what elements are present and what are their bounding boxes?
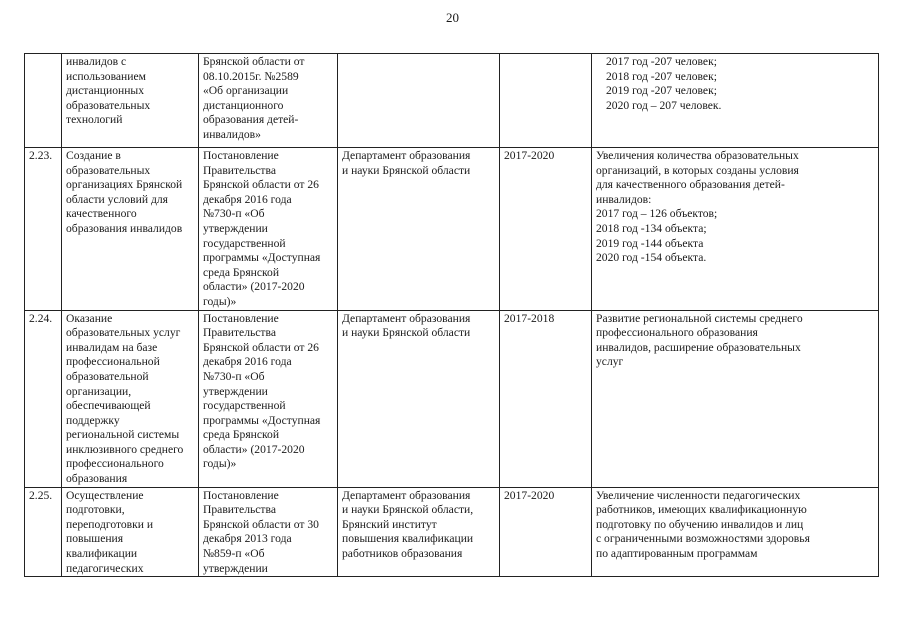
executor-cell: Департамент образования и науки Брянской области — [338, 310, 500, 487]
measures-table — [24, 53, 879, 577]
period-cell: 2017-2020 — [500, 487, 592, 577]
measure-cell: Создание в образовательных организациях Брянской области условий для качественного образования инвалидов — [62, 148, 199, 311]
period-cell: 2017-2018 — [500, 310, 592, 487]
measure-cell: Оказание образовательных услуг инвалидам на базе профессиональной образовательной организации, обеспечивающей поддержку региональной системы инклюзивного среднего профессионального образования — [62, 310, 199, 487]
executor-cell — [338, 54, 500, 148]
basis-cell: Постановление Правительства Брянской области от 30 декабря 2013 года №859-п «Об утверждении — [199, 487, 338, 577]
basis-cell: Постановление Правительства Брянской области от 26 декабря 2016 года №730-п «Об утверждении государственной программы «Доступная среда Брянской области» (2017-2020 годы)» — [199, 148, 338, 311]
table-row — [25, 148, 879, 311]
row-number: 2.24. — [25, 310, 62, 487]
table-row — [25, 487, 879, 577]
basis-cell: Постановление Правительства Брянской области от 26 декабря 2016 года №730-п «Об утверждении государственной программы «Доступная среда Брянской области» (2017-2020 годы)» — [199, 310, 338, 487]
page-number: 20 — [446, 10, 459, 25]
result-cell: Увеличения количества образовательных организаций, в которых созданы условия для качественного образования детей- инвалидов: 2017 год – 126 объектов; 2018 год -134 объекта; 2019 год -144 объекта 2020 год -154 объекта. — [592, 148, 879, 311]
result-cell: Увеличение численности педагогических работников, имеющих квалификационную подготовку по обучению инвалидов и лиц с ограниченными возможностями здоровья по адаптированным программам — [592, 487, 879, 577]
basis-cell: Брянской области от 08.10.2015г. №2589 «Об организации дистанционного образования детей- инвалидов» — [199, 54, 338, 148]
measure-cell: инвалидов с использованием дистанционных образовательных технологий — [62, 54, 199, 148]
row-number — [25, 54, 62, 148]
period-cell: 2017-2020 — [500, 148, 592, 311]
result-cell: 2017 год -207 человек; 2018 год -207 человек; 2019 год -207 человек; 2020 год – 207 человек. — [592, 54, 879, 148]
row-number: 2.23. — [25, 148, 62, 311]
result-cell: Развитие региональной системы среднего профессионального образования инвалидов, расширение образовательных услуг — [592, 310, 879, 487]
period-cell — [500, 54, 592, 148]
executor-cell: Департамент образования и науки Брянской области, Брянский институт повышения квалификации работников образования — [338, 487, 500, 577]
row-number: 2.25. — [25, 487, 62, 577]
table-row — [25, 310, 879, 487]
executor-cell: Департамент образования и науки Брянской области — [338, 148, 500, 311]
table-row — [25, 54, 879, 148]
measure-cell: Осуществление подготовки, переподготовки и повышения квалификации педагогических — [62, 487, 199, 577]
